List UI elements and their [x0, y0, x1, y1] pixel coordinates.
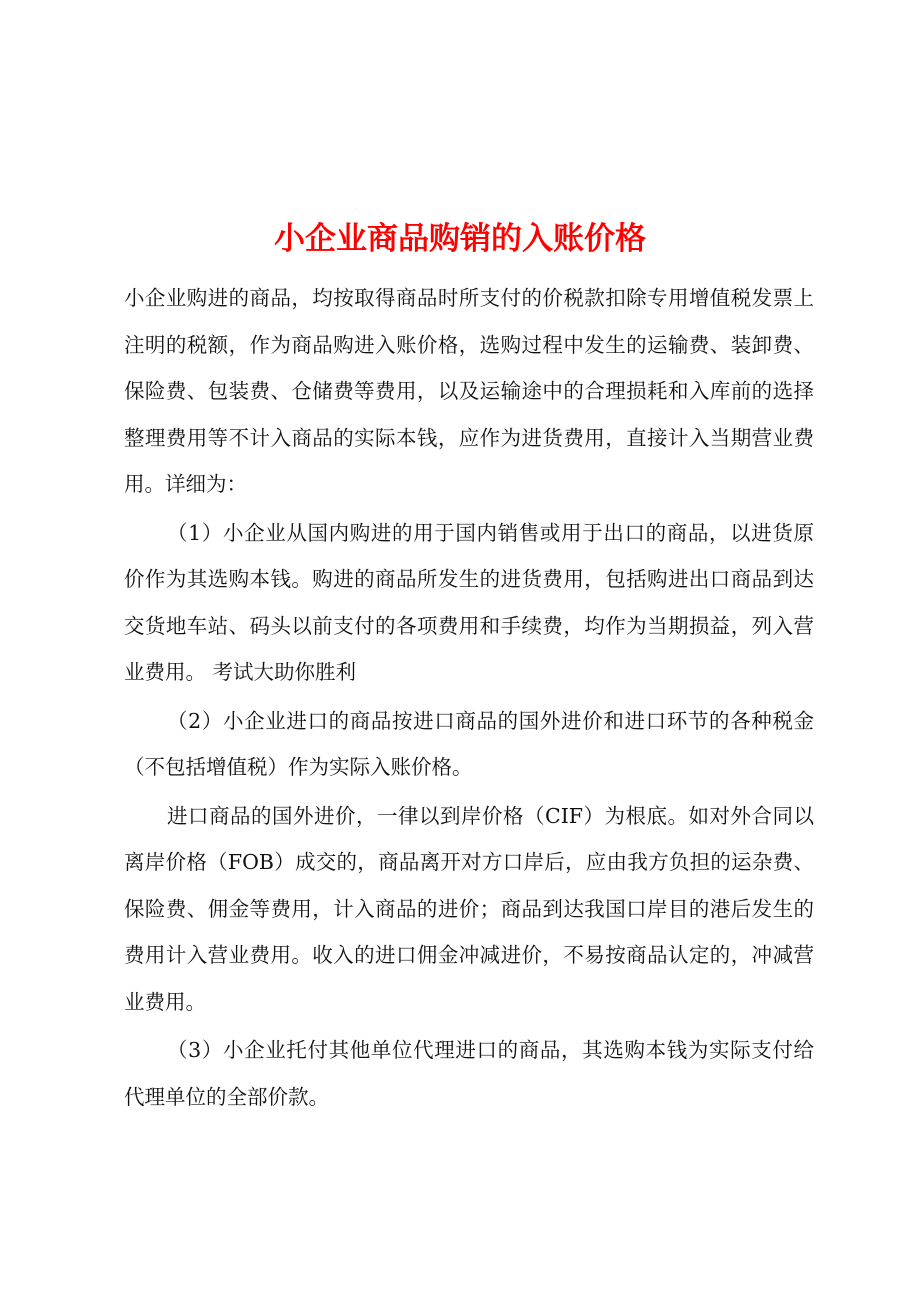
paragraph-intro: 小企业购进的商品，均按取得商品时所支付的价税款扣除专用增值税发票上注明的税额，作为商品购进入账价格，选购过程中发生的运输费、装卸费、保险费、包装费、仓储费等费用，以及运输途中的合理损耗和入库前的选择整理费用等不计入商品的实际本钱，应作为进货费用，直接计入当期营业费用。详细为： [124, 286, 814, 496]
paragraph-item-3: （3）小企业托付其他单位代理进口的商品，其选购本钱为实际支付给代理单位的全部价款。 [124, 1038, 814, 1109]
paragraph-import-price: 进口商品的国外进价，一律以到岸价格（CIF）为根底。如对外合同以离岸价格（FOB）成交的，商品离开对方口岸后，应由我方负担的运杂费、保险费、佣金等费用，计入商品的进价；商品到达我国口岸目的港后发生的费用计入营业费用。收入的进口佣金冲减进价，不易按商品认定的，冲减营业费用。 [124, 803, 814, 1014]
document-title: 小企业商品购销的入账价格 [274, 220, 646, 257]
paragraph-item-1: （1）小企业从国内购进的用于国内销售或用于出口的商品，以进货原价作为其选购本钱。购进的商品所发生的进货费用，包括购进出口商品到达交货地车站、码头以前支付的各项费用和手续费，均作为当期损益，列入营业费用。 考试大助你胜利 [124, 520, 814, 684]
document-body [124, 275, 814, 1122]
paragraph-item-2: （2）小企业进口的商品按进口商品的国外进价和进口环节的各种税金（不包括增值税）作为实际入账价格。 [124, 708, 814, 779]
